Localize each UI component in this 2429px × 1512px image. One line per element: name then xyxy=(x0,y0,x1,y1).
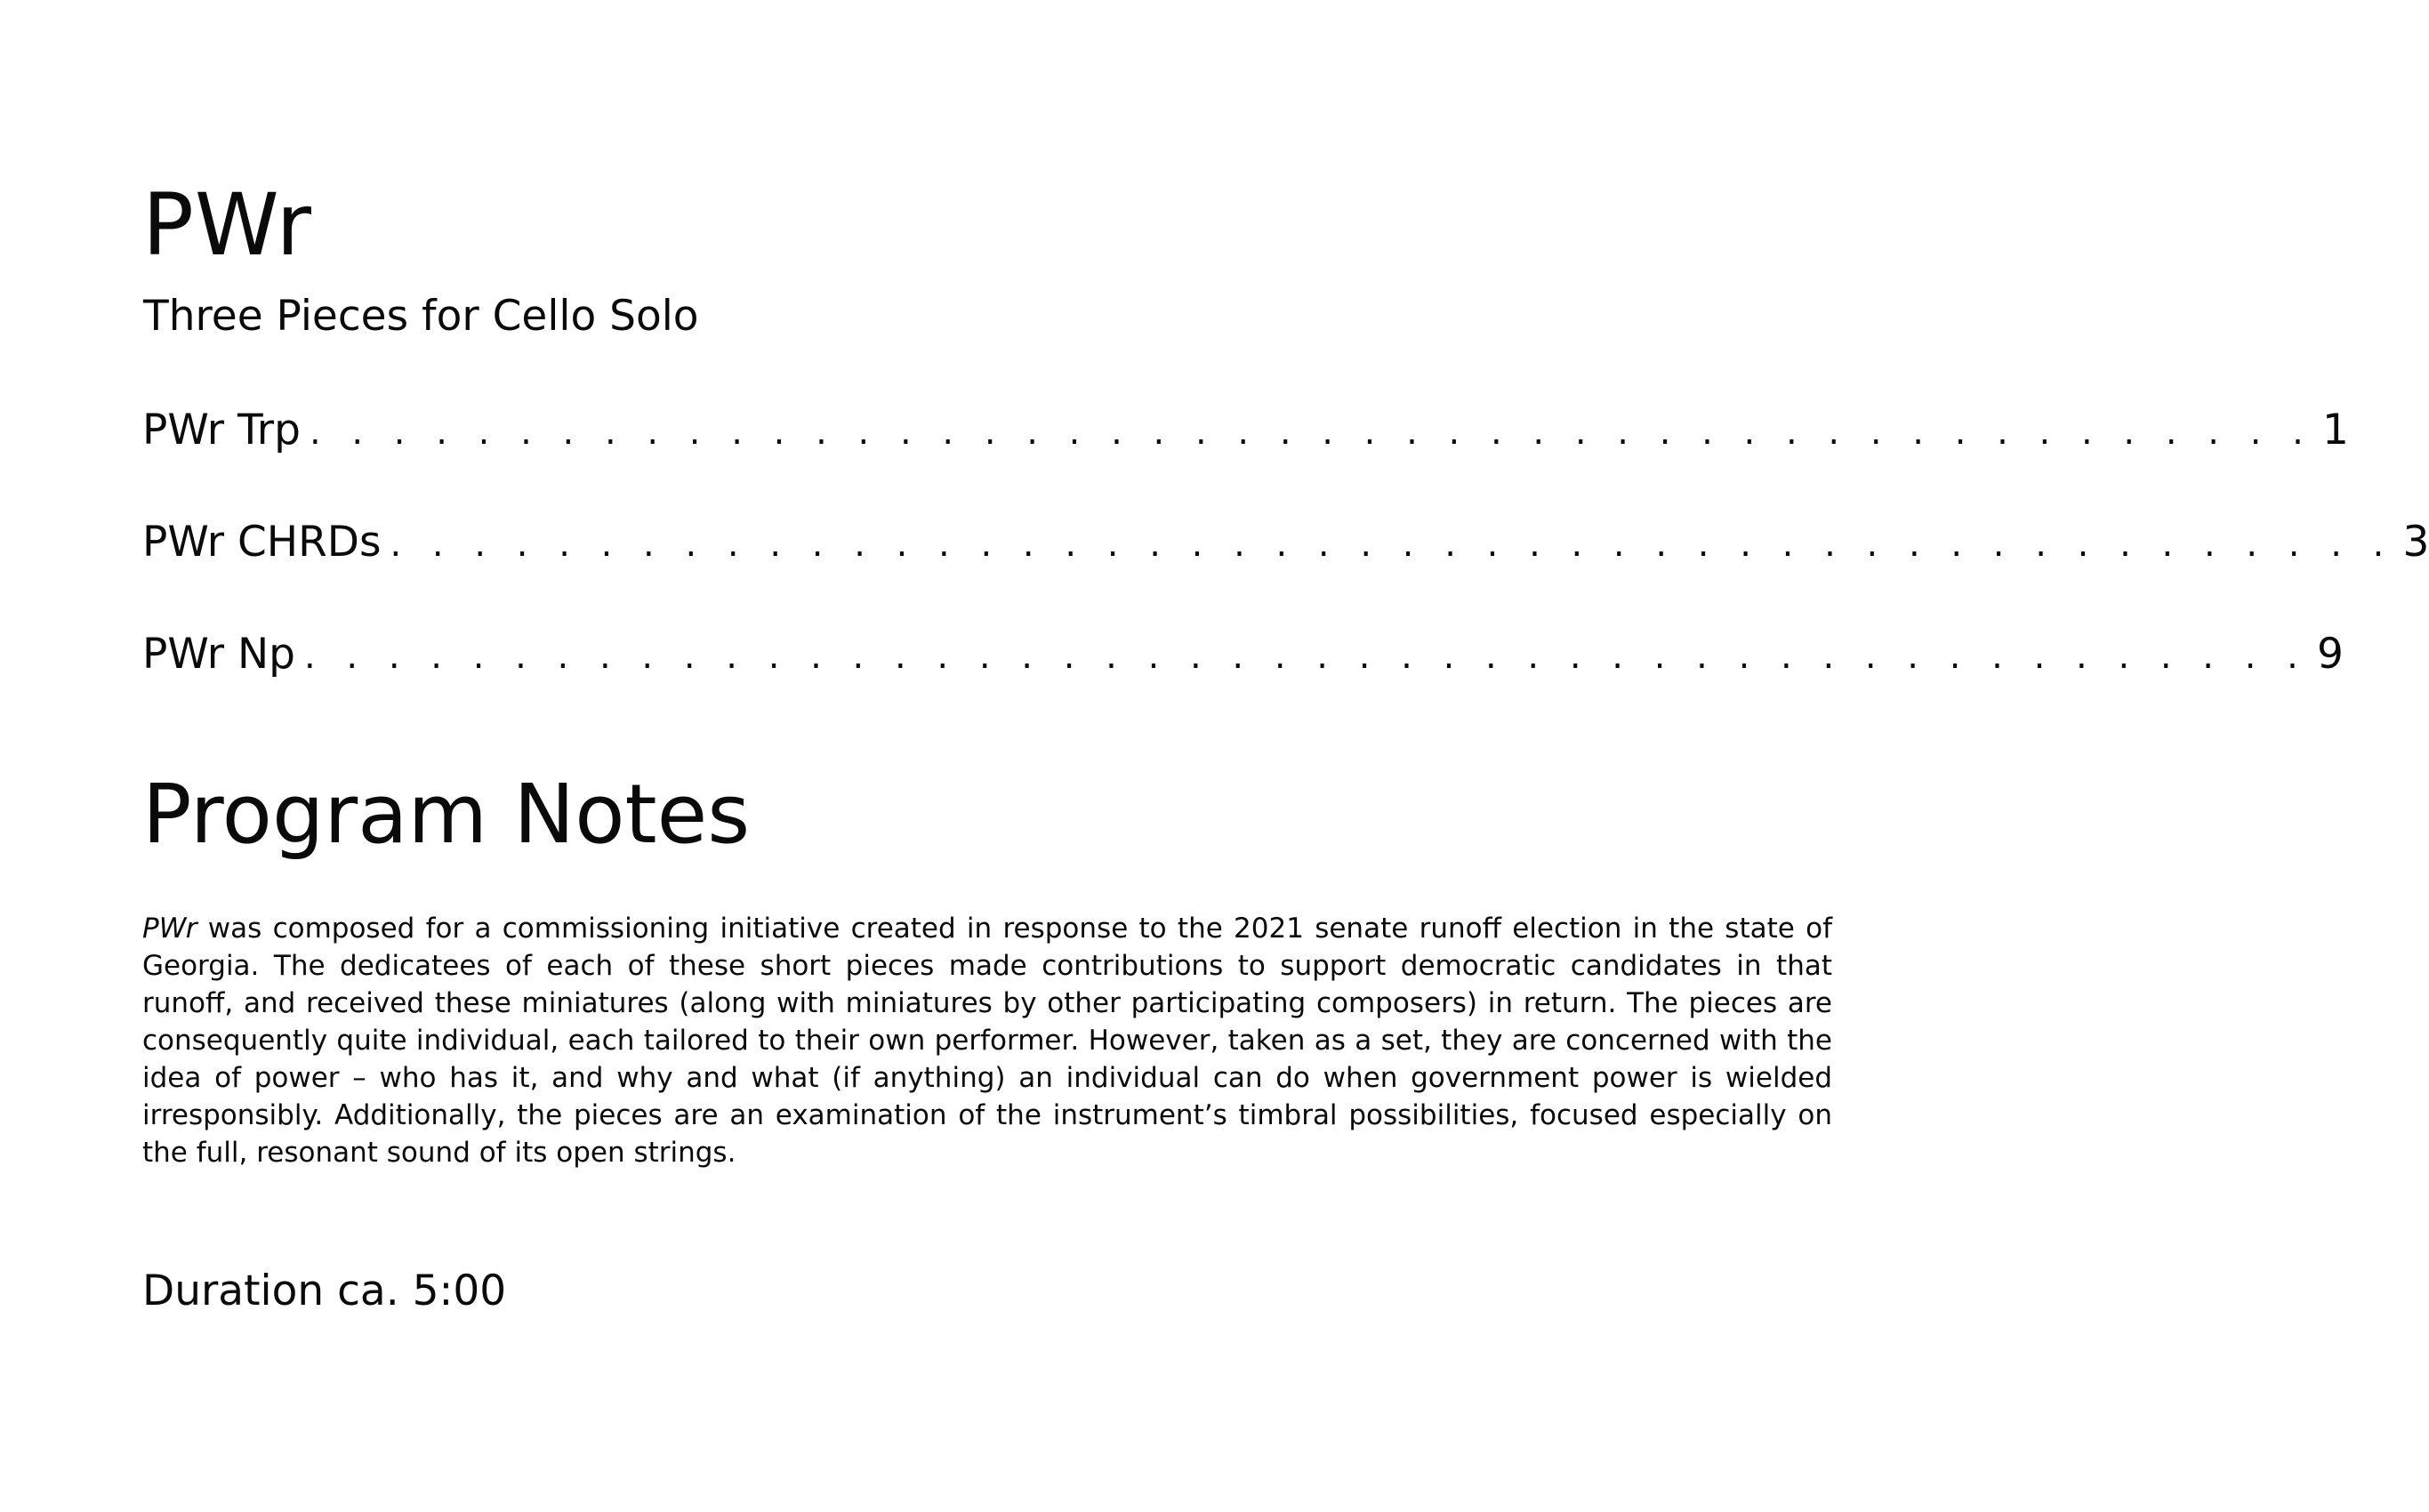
toc-dot-leader: . . . . . . . . . . . . . . . . . . . . . . . . . . . . . . . . . . . . . . . . . . . . . . . . xyxy=(390,524,2394,565)
work-subtitle: Three Pieces for Cello Solo xyxy=(143,292,699,341)
toc-entry-page: 9 xyxy=(2316,630,2344,679)
toc-entry-page: 1 xyxy=(2321,406,2349,454)
toc-entry-title: PWr Np xyxy=(142,630,295,679)
work-title: PWr xyxy=(142,175,312,275)
toc-entry-title: PWr CHRDs xyxy=(142,518,382,567)
table-of-contents xyxy=(142,406,2429,745)
program-notes-text xyxy=(142,910,1832,1171)
toc-entry-title: PWr Trp xyxy=(142,406,301,454)
duration-text: Duration ca. 5:00 xyxy=(142,1267,507,1315)
toc-entry xyxy=(142,406,2349,521)
program-notes-body: was composed for a commissioning initiative created in response to the 2021 senate runoff election in the state of Georgia. The dedicatees of each of these short pieces made contributions to support democratic candidates in that runoff, and received these miniatures (along with miniatures by other participating composers) in return. The pieces are consequently quite individual, each tailored to their own performer. However, taken as a set, they are concerned with the idea of power – who has it, and why and what (if anything) an individual can do when government power is wielded irresponsibly. Additionally, the pieces are an examination of the instrument’s timbral possibilities, focused especially on the full, resonant sound of its open strings. xyxy=(142,913,1832,1169)
toc-dot-leader: . . . . . . . . . . . . . . . . . . . . . . . . . . . . . . . . . . . . . . . . . . . . . . . . xyxy=(309,412,2313,453)
toc-dot-leader: . . . . . . . . . . . . . . . . . . . . . . . . . . . . . . . . . . . . . . . . . . . . . . . . xyxy=(303,636,2308,677)
toc-entry xyxy=(142,518,2429,633)
toc-entry xyxy=(142,630,2344,745)
program-notes-work-title: PWr xyxy=(142,913,197,945)
toc-entry-page: 3 xyxy=(2402,518,2429,567)
program-notes-heading: Program Notes xyxy=(142,767,751,862)
